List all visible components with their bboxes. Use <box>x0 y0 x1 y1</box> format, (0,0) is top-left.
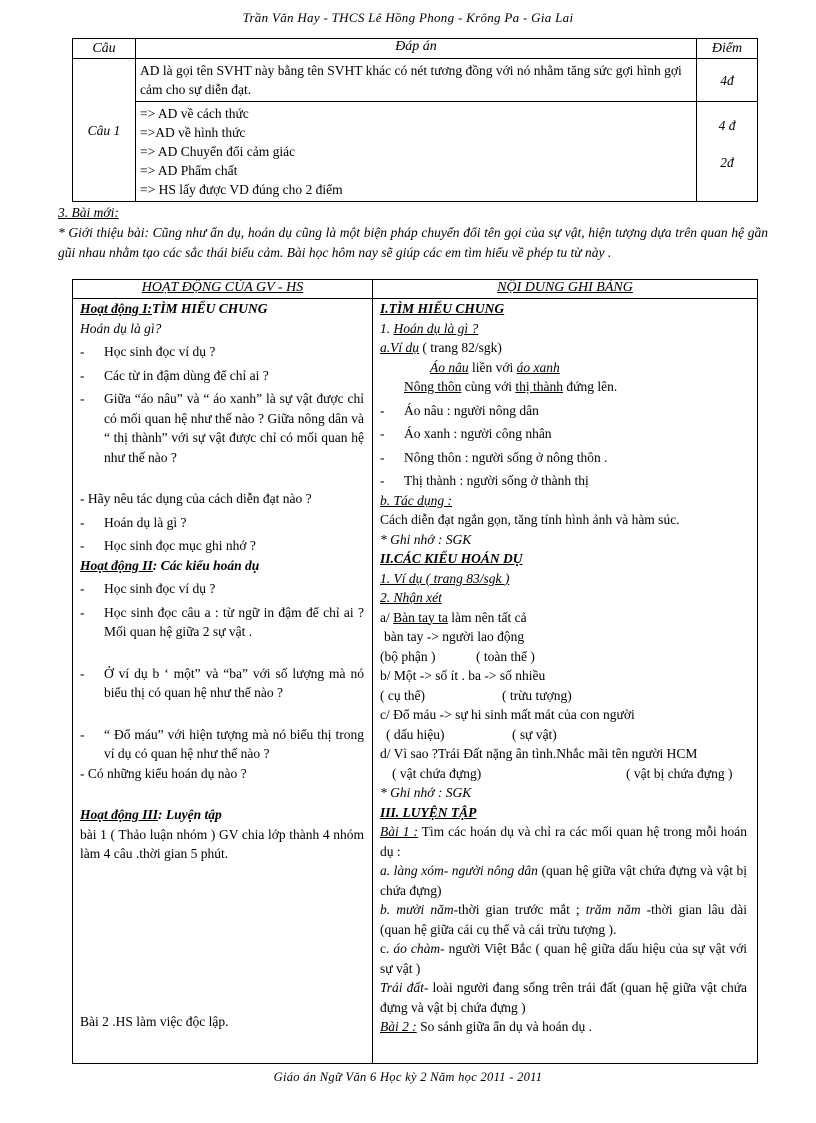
example-ref: ( trang 82/sgk) <box>419 340 502 355</box>
answer-text: (quan hệ giữa vật chứa đựng và vật bị chứa đựng) <box>380 863 747 898</box>
answer-line: =>AD về hình thức <box>140 125 246 140</box>
answer-table <box>72 38 758 202</box>
list-item: Hoán dụ là gì ? <box>104 514 187 530</box>
lesson-intro <box>58 203 768 263</box>
content-column: I.TÌM HIỂU CHUNG 1. Hoán dụ là gì ? a.Ví dụ ( trang 82/sgk) Áo nâu liền với áo xanh Nông thôn cùng với thị thành đứng lên. - Áo nâu : người nông dân - Áo xanh : người công nhân - Nông thôn : người sống ở nông thôn . - Thị thành : người sống ở thành thị b. Tác dụng : Cách diễn đạt ngắn gọn, tăng tính hình ảnh và hàm súc. * Ghi nhớ : SGK II.CÁC KIỂU HOÁN DỤ 1. Ví dụ ( trang 83/sgk ) 2. Nhận xét a/ Bàn tay ta làm nên tất cả bàn tay -> người lao động (bộ phận ) ( toàn thể ) b/ Một -> số ít . ba -> số nhiều ( cụ thể) ( trừu tượng) c/ Đổ máu -> sự hi sinh mất mát của con người ( dấu hiệu) ( sự vật) d/ Vì sao ?Trái Đất nặng ân tình.Nhắc mãi tên người HCM ( vật chứa đựng) ( vật bị chứa đựng ) * Ghi nhớ : SGK III. LUYỆN TẬP Bài 1 : Tìm các hoán dụ và chỉ ra các mối quan hệ trong mỗi hoán dụ : a. làng xóm- người nông dân (quan hệ giữa vật chứa đựng và vật bị chứa đựng) b. mười năm-thời gian trước mắt ; trăm năm -thời gian lâu dài (quan hệ giữa cái cụ thể và cái trừu tượng ). c. áo chàm- người Việt Bắc ( quan hệ giữa dấu hiệu của sự vật với sự vật ) Trái đất- loài người đang sống trên trái đất (quan hệ giữa vật chứa đựng và vật bị chứa đựng ) Bài 2 : So sánh giữa ẩn dụ và hoán dụ . <box>373 299 758 1064</box>
col-header-diem: Điểm <box>697 39 758 59</box>
example-label: a.Ví dụ <box>380 340 419 355</box>
intro-text: * Giới thiệu bài: Cũng như ẩn dụ, hoán dụ cũng là một biện pháp chuyển đổi tên gọi của sự vật, hiện tượng dựa trên quan hệ gần gũi nhau nhằm tạo các sắc thái biểu cảm. Bài học hôm nay sẽ giúp các em tìm hiểu về phép tu từ này . <box>58 225 768 260</box>
answer-term: trăm năm <box>585 902 641 917</box>
item-text: ( vật chứa đựng) <box>392 765 482 781</box>
table-row <box>73 102 758 202</box>
col-header-activities: HOẠT ĐỘNG CỦA GV - HS <box>73 280 373 299</box>
answer-term: áo chàm- <box>393 941 445 956</box>
answer-cell <box>136 102 697 202</box>
points-value: 4 đ <box>718 118 736 133</box>
note: * Ghi nhớ : SGK <box>380 785 472 800</box>
item-text: làm nên tất cả <box>447 609 527 625</box>
list-item: Học sinh đọc câu a : từ ngữ in đậm để chỉ ai ? Mối quan hệ giữa 2 sự vật . <box>104 604 364 639</box>
list-item: Học sinh đọc ví dụ ? <box>104 344 216 359</box>
subsection-heading: b. Tác dụng : <box>380 492 452 508</box>
question-number: Câu 1 <box>73 59 136 202</box>
activities-column: Hoạt động I:TÌM HIỂU CHUNG Hoán dụ là gì? - Học sinh đọc ví dụ ? - Các từ in đậm dùng để chỉ ai ? - Giữa “áo nâu” và “ áo xanh” là sự vật được chỉ có mối quan hệ như thế nào ? Giữa nông dân và “ thị thành” với sự vật được chỉ có mối quan hệ như thế nào ? - Hãy nêu tác dụng của cách diễn đạt nào ? - Hoán dụ là gì ? - Học sinh đọc mục ghi nhớ ? Hoạt động II: Các kiểu hoán dụ - Học sinh đọc ví dụ ? - Học sinh đọc câu a : từ ngữ in đậm để chỉ ai ? Mối quan hệ giữa 2 sự vật . - Ở ví dụ b ‘ một” và “ba” với số lượng mà nó biểu thị có quan hệ như thế nào ? - “ Đổ máu” với hiện tượng mà nó biểu thị trong ví dụ có quan hệ như thế nào ? - Có những kiểu hoán dụ nào ? Hoạt động III: Luyện tập bài 1 ( Thảo luận nhóm ) GV chia lớp thành 4 nhóm làm 4 câu .thời gian 5 phút. Bài 2 .HS làm việc độc lập. <box>73 299 373 1064</box>
activity-title-rest: : Luyện tập <box>158 807 222 822</box>
answer-term: Trái đất- <box>380 980 429 995</box>
activity-title: Hoạt động III <box>80 807 159 822</box>
subsection-heading: 2. Nhận xét <box>380 590 442 605</box>
answer-text: -thời gian lâu dài (quan hệ giữa cái cụ thể và cái trừu tượng ). <box>380 902 747 937</box>
lesson-table <box>72 279 758 1064</box>
exercise-text: So sánh giữa ẩn dụ và hoán dụ . <box>416 1019 593 1034</box>
page-footer: Giáo án Ngữ Văn 6 Học kỳ 2 Năm học 2011 - 2011 <box>273 1070 543 1084</box>
section-title: 3. Bài mới: <box>58 205 119 220</box>
section-heading: II.CÁC KIỂU HOÁN DỤ <box>380 551 523 566</box>
answer-text: loài người đang sống trên trái đất (quan hệ giữa vật chứa đựng và vật bị chứa đựng ) <box>380 980 748 1015</box>
poem-word: áo xanh <box>516 359 560 375</box>
answer-line: => AD Phẩm chất <box>140 163 238 178</box>
item-text: ( vật bị chứa đựng ) <box>626 765 733 781</box>
answer-line: => AD Chuyển đổi cảm giác <box>140 144 296 159</box>
table-row <box>73 299 758 1064</box>
points-cell <box>697 102 758 202</box>
list-item: “ Đổ máu” với hiện tượng mà nó biểu thị trong ví dụ có quan hệ như thế nào ? <box>104 726 364 761</box>
answer-line: => HS lấy được VD đúng cho 2 điểm <box>140 182 343 197</box>
poem-word: đứng lên. <box>563 379 618 394</box>
answer-table-header <box>73 39 758 59</box>
table-row <box>73 59 758 102</box>
answer-cell: AD là gọi tên SVHT này bằng tên SVHT khác có nét tương đồng với nó nhằm tăng sức gợi hình gợi cảm cho sự diễn đạt. <box>136 59 697 102</box>
list-item: Các từ in đậm dùng để chỉ ai ? <box>104 367 269 383</box>
item-text: c/ Đổ máu -> sự hi sinh mất mát của con người <box>380 707 635 722</box>
paragraph: Cách diễn đạt ngắn gọn, tăng tính hình ảnh và hàm súc. <box>380 512 680 527</box>
list-item: Giữa “áo nâu” và “ áo xanh” là sự vật được chỉ có mối quan hệ như thế nào ? Giữa nông dân và “ thị thành” với sự vật được chỉ có mối quan hệ như thế nào ? <box>104 391 364 465</box>
poem-word: Nông thôn <box>404 379 462 394</box>
answer-term: a. làng xóm- người nông dân <box>380 863 538 878</box>
list-item: Thị thành : người sống ở thành thị <box>404 473 589 488</box>
item-text: ( toàn thể ) <box>476 648 535 664</box>
item-text: ( cụ thể) <box>380 687 425 703</box>
item-text: ( dấu hiệu) <box>386 726 445 742</box>
item-marker: c. <box>380 941 394 956</box>
list-item: Áo nâu : người nông dân <box>404 402 539 418</box>
item-text: bàn tay -> người lao động <box>384 629 525 644</box>
exercise-text: Tìm các hoán dụ và chỉ ra các mối quan hệ trong mỗi hoán dụ : <box>380 824 747 859</box>
note: * Ghi nhớ : SGK <box>380 531 472 547</box>
answer-text: người Việt Bắc ( quan hệ giữa dấu hiệu của sự vật với sự vật ) <box>380 941 747 976</box>
activity-title: Hoạt động I: <box>80 301 153 316</box>
exercise-instruction: Bài 2 .HS làm việc độc lập. <box>80 1013 229 1029</box>
subsection-number: 1. <box>380 320 394 336</box>
answer-term: b. mười năm- <box>380 902 459 917</box>
answer-line: => AD về cách thức <box>140 106 249 121</box>
exercise-label: Bài 1 : <box>380 824 418 839</box>
list-item: Ở ví dụ b ‘ một” và “ba” với số lượng mà nó biểu thị có quan hệ như thế nào ? <box>104 665 364 700</box>
section-heading: III. LUYỆN TẬP <box>380 804 477 820</box>
item-text: d/ Vì sao ?Trái Đất nặng ân tình.Nhắc mãi tên người HCM <box>380 746 698 761</box>
subsection-heading: 1. Ví dụ ( trang 83/sgk ) <box>380 570 510 586</box>
list-item: - Có những kiểu hoán dụ nào ? <box>80 765 247 781</box>
exercise-label: Bài 2 : <box>380 1019 417 1034</box>
list-item: Học sinh đọc mục ghi nhớ ? <box>104 538 256 553</box>
col-header-dapan: Đáp án <box>136 39 697 59</box>
poem-word: thị thành <box>515 379 564 394</box>
item-text: ( sự vật) <box>512 726 557 742</box>
points-value: 2đ <box>720 155 734 170</box>
item-text: ( trừu tượng) <box>502 687 572 703</box>
item-text: (bộ phận ) <box>380 648 436 664</box>
poem-word: Áo nâu <box>430 359 469 375</box>
activity-title-rest: : Các kiểu hoán dụ <box>152 557 260 573</box>
question-text: Hoán dụ là gì? <box>80 320 162 336</box>
activity-title: Hoạt động II <box>80 557 153 573</box>
list-item: Áo xanh : người công nhân <box>404 426 552 441</box>
item-marker: a/ <box>380 609 394 625</box>
poem-word: cùng với <box>461 379 516 394</box>
points-cell: 4đ <box>697 59 758 102</box>
list-item: Học sinh đọc ví dụ ? <box>104 581 216 596</box>
exercise-instruction: bài 1 ( Thảo luận nhóm ) GV chia lớp thành 4 nhóm làm 4 câu .thời gian 5 phút. <box>80 826 364 861</box>
list-item: Nông thôn : người sống ở nông thôn . <box>404 449 608 465</box>
item-text: Bàn tay ta <box>393 609 448 625</box>
section-heading: I.TÌM HIỂU CHUNG <box>380 301 505 316</box>
activity-title-rest: TÌM HIỂU CHUNG <box>152 301 268 316</box>
poem-word: liền với <box>468 359 517 375</box>
page-header: Trần Văn Hay - THCS Lê Hồng Phong - Krông Pa - Gia Lai <box>242 10 574 25</box>
subsection-heading: Hoán dụ là gì ? <box>393 320 479 336</box>
list-item: - Hãy nêu tác dụng của cách diễn đạt nào ? <box>80 491 312 506</box>
lesson-table-header <box>73 280 758 299</box>
col-header-cau: Câu <box>73 39 136 59</box>
col-header-content: NỘI DUNG GHI BẢNG <box>373 280 758 299</box>
answer-text: thời gian trước mắt ; <box>458 902 586 917</box>
item-text: b/ Một -> số ít . ba -> số nhiều <box>380 668 546 683</box>
